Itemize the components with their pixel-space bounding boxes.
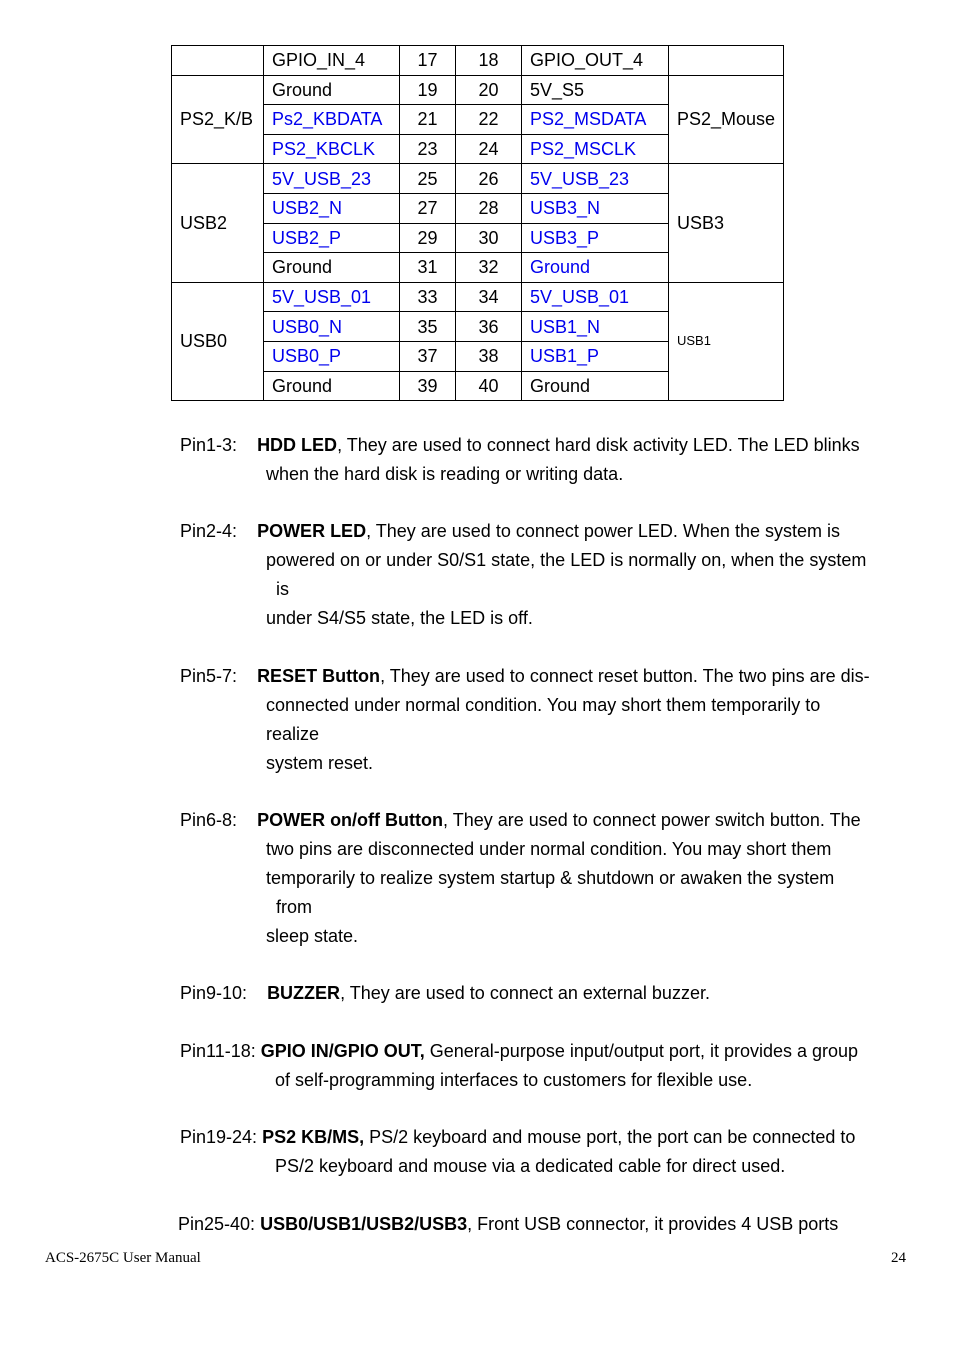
pin-number-cell: 27 (400, 193, 456, 223)
group-cell-usb2: USB2 (172, 164, 264, 282)
pin-number-cell: 30 (456, 223, 522, 253)
pin-term: BUZZER (267, 983, 341, 1003)
pin-number-cell: 32 (456, 253, 522, 283)
pin-number-cell: 38 (456, 341, 522, 371)
description-pin25-40 (178, 1210, 918, 1239)
pin-number-cell: 29 (400, 223, 456, 253)
signal-cell: USB3_N (522, 193, 669, 223)
pin-number-cell: 21 (400, 105, 456, 135)
pin-number-cell: 33 (400, 282, 456, 312)
pin-term: GPIO IN/GPIO OUT, (260, 1041, 425, 1061)
description-text: General-purpose input/output port, it provides a group (424, 1041, 859, 1061)
group-cell-ps2-kb: PS2_K/B (172, 75, 264, 164)
signal-cell: Ground (522, 253, 669, 283)
pin-number-cell: 34 (456, 282, 522, 312)
signal-cell: USB3_P (522, 223, 669, 253)
description-text: , They are used to connect hard disk activity LED. The LED blinks (337, 435, 860, 455)
description-pin6-8 (180, 806, 920, 951)
table-row (172, 282, 784, 312)
pin-number-cell: 31 (400, 253, 456, 283)
pin-number-cell: 24 (456, 134, 522, 164)
pin-label: Pin5-7: (180, 666, 238, 686)
pin-term: PS2 KB/MS, (262, 1127, 365, 1147)
signal-cell: GPIO_OUT_4 (522, 46, 669, 76)
signal-cell: Ps2_KBDATA (264, 105, 400, 135)
description-text: , They are used to connect power LED. When the system is (366, 521, 840, 541)
description-text: PS/2 keyboard and mouse via a dedicated cable for direct used. (275, 1156, 786, 1176)
signal-cell: GPIO_IN_4 (264, 46, 400, 76)
table-row (172, 164, 784, 194)
page-number: 24 (891, 1250, 906, 1266)
description-pin2-4 (180, 517, 920, 633)
description-text: temporarily to realize system startup & shutdown or awaken the system (266, 868, 835, 888)
pin-label: Pin2-4: (180, 521, 238, 541)
pin-number-cell: 19 (400, 75, 456, 105)
signal-cell: USB2_N (264, 193, 400, 223)
description-pin11-18 (180, 1037, 920, 1095)
pin-term: USB0/USB1/USB2/USB3 (260, 1214, 468, 1234)
signal-cell: 5V_S5 (522, 75, 669, 105)
signal-cell: PS2_KBCLK (264, 134, 400, 164)
signal-cell: 5V_USB_23 (522, 164, 669, 194)
signal-cell: USB1_P (522, 341, 669, 371)
description-text: , They are used to connect an external buzzer. (340, 983, 710, 1003)
description-pin1-3 (180, 431, 920, 489)
pin-number-cell: 26 (456, 164, 522, 194)
signal-cell: Ground (264, 253, 400, 283)
description-text: system reset. (266, 753, 374, 773)
description-text: sleep state. (266, 926, 359, 946)
signal-cell: Ground (264, 371, 400, 401)
group-cell-usb3: USB3 (669, 164, 784, 282)
signal-cell: PS2_MSDATA (522, 105, 669, 135)
description-text: , Front USB connector, it provides 4 USB ports (467, 1214, 839, 1234)
pin-term: HDD LED (257, 435, 338, 455)
signal-cell: USB0_N (264, 312, 400, 342)
pin-term: POWER LED (257, 521, 367, 541)
signal-cell: Ground (264, 75, 400, 105)
pin-number-cell: 40 (456, 371, 522, 401)
group-cell-ps2-mouse: PS2_Mouse (669, 75, 784, 164)
pin-label: Pin25-40: (178, 1214, 256, 1234)
pin-number-cell: 23 (400, 134, 456, 164)
signal-cell: PS2_MSCLK (522, 134, 669, 164)
signal-cell: USB0_P (264, 341, 400, 371)
pin-table (171, 45, 784, 401)
pin-number-cell: 39 (400, 371, 456, 401)
description-text: from (276, 897, 312, 917)
group-cell-usb1: USB1 (669, 282, 784, 400)
signal-cell: 5V_USB_23 (264, 164, 400, 194)
signal-cell: 5V_USB_01 (522, 282, 669, 312)
group-cell-usb0: USB0 (172, 282, 264, 400)
pin-number-cell: 28 (456, 193, 522, 223)
description-text: of self-programming interfaces to customers for flexible use. (275, 1070, 753, 1090)
description-text: PS/2 keyboard and mouse port, the port can be connected to (364, 1127, 856, 1147)
pin-number-cell: 37 (400, 341, 456, 371)
footer-manual-title: ACS-2675C User Manual (45, 1250, 201, 1266)
signal-cell: 5V_USB_01 (264, 282, 400, 312)
pin-term: RESET Button (257, 666, 381, 686)
pin-number-cell: 17 (400, 46, 456, 76)
pin-number-cell: 20 (456, 75, 522, 105)
pin-label: Pin9-10: (180, 983, 248, 1003)
pin-number-cell: 18 (456, 46, 522, 76)
description-text: when the hard disk is reading or writing data. (266, 464, 624, 484)
pin-number-cell: 36 (456, 312, 522, 342)
pin-number-cell: 25 (400, 164, 456, 194)
pin-label: Pin11-18: (180, 1041, 256, 1061)
description-text: connected under normal condition. You may short them temporarily to (266, 695, 821, 715)
description-text: , They are used to connect power switch button. The (443, 810, 861, 830)
pin-number-cell: 22 (456, 105, 522, 135)
group-cell (172, 46, 264, 76)
description-pin19-24 (180, 1123, 920, 1181)
description-text: is (276, 579, 289, 599)
description-pin5-7 (180, 662, 920, 778)
description-text: , They are used to connect reset button. The two pins are dis- (380, 666, 870, 686)
table-row (172, 46, 784, 76)
description-text: powered on or under S0/S1 state, the LED is normally on, when the system (266, 550, 867, 570)
group-cell (669, 46, 784, 76)
pin-label: Pin1-3: (180, 435, 238, 455)
description-text: under S4/S5 state, the LED is off. (266, 608, 533, 628)
pin-term: POWER on/off Button (257, 810, 444, 830)
signal-cell: Ground (522, 371, 669, 401)
description-pin9-10 (180, 979, 920, 1008)
signal-cell: USB1_N (522, 312, 669, 342)
pin-label: Pin19-24: (180, 1127, 258, 1147)
table-row (172, 75, 784, 105)
description-text: realize (266, 724, 320, 744)
signal-cell: USB2_P (264, 223, 400, 253)
description-text: two pins are disconnected under normal condition. You may short them (266, 839, 832, 859)
pin-number-cell: 35 (400, 312, 456, 342)
pin-label: Pin6-8: (180, 810, 238, 830)
